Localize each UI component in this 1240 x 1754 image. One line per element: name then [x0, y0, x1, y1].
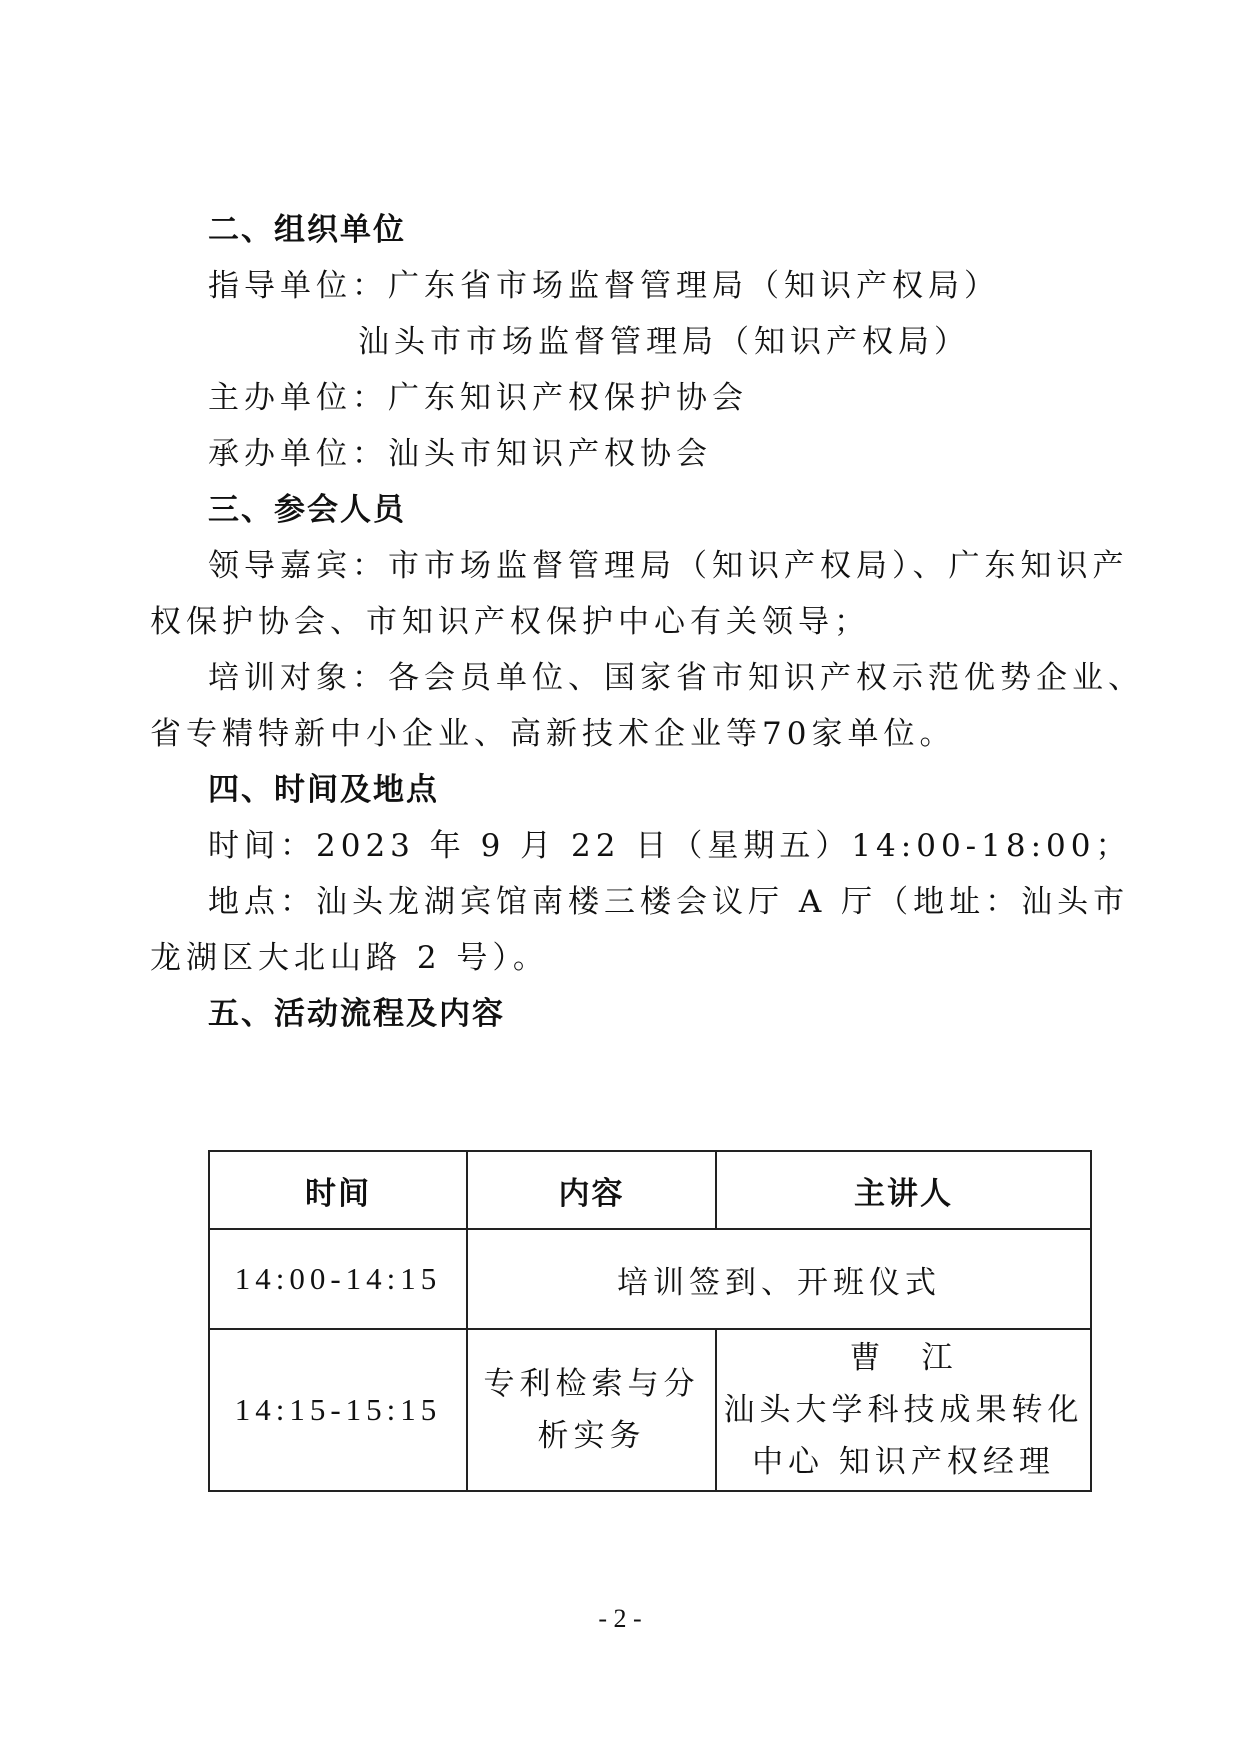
column-header-speaker: 主讲人 [716, 1151, 1091, 1229]
agenda-header-row [209, 1151, 1091, 1229]
host-unit-line: 主办单位：广东知识产权保护协会 [208, 380, 748, 416]
table-row [209, 1229, 1091, 1329]
column-header-time: 时间 [209, 1151, 467, 1229]
page-number: - 2 - [598, 1604, 642, 1633]
row-time-cell: 14:00-14:15 [209, 1229, 467, 1329]
speaker-name: 曹 江 [849, 1340, 958, 1376]
row-content-cell: 培训签到、开班仪式 [467, 1229, 1091, 1329]
time-line: 时间：2023 年 9 月 22 日（星期五）14:00-18:00； [208, 828, 1132, 864]
co-organizer-line: 承办单位：汕头市知识产权协会 [208, 436, 712, 472]
row-content-cell [467, 1329, 716, 1491]
agenda-table [208, 1150, 1092, 1492]
section-heading-agenda: 五、活动流程及内容 [208, 996, 505, 1032]
place-line-2: 龙湖区大北山路 2 号）。 [150, 940, 549, 976]
table-row [209, 1329, 1091, 1491]
place-line-1: 地点：汕头龙湖宾馆南楼三楼会议厅 A 厅（地址：汕头市 [208, 884, 1130, 920]
speaker-title-line-2: 中心 知识产权经理 [752, 1444, 1055, 1480]
content-line-1: 专利检索与分 [483, 1366, 700, 1402]
column-header-content: 内容 [467, 1151, 716, 1229]
row-speaker-cell [716, 1329, 1091, 1491]
targets-line-1: 培训对象：各会员单位、国家省市知识产权示范优势企业、 [208, 660, 1144, 696]
content-line-2: 析实务 [537, 1418, 646, 1454]
guests-line-2: 权保护协会、市知识产权保护中心有关领导； [150, 604, 870, 640]
section-heading-organizer: 二、组织单位 [208, 212, 406, 248]
section-heading-time-place: 四、时间及地点 [208, 772, 439, 808]
section-heading-attendees: 三、参会人员 [208, 492, 406, 528]
targets-line-2: 省专精特新中小企业、高新技术企业等70家单位。 [150, 716, 956, 752]
guidance-unit-line-2: 汕头市市场监督管理局（知识产权局） [358, 324, 970, 360]
guests-line-1: 领导嘉宾：市市场监督管理局（知识产权局）、广东知识产 [208, 548, 1129, 584]
guidance-unit-line-1: 指导单位：广东省市场监督管理局（知识产权局） [208, 268, 1000, 304]
row-time-cell: 14:15-15:15 [209, 1329, 467, 1491]
speaker-title-line-1: 汕头大学科技成果转化 [723, 1392, 1084, 1428]
